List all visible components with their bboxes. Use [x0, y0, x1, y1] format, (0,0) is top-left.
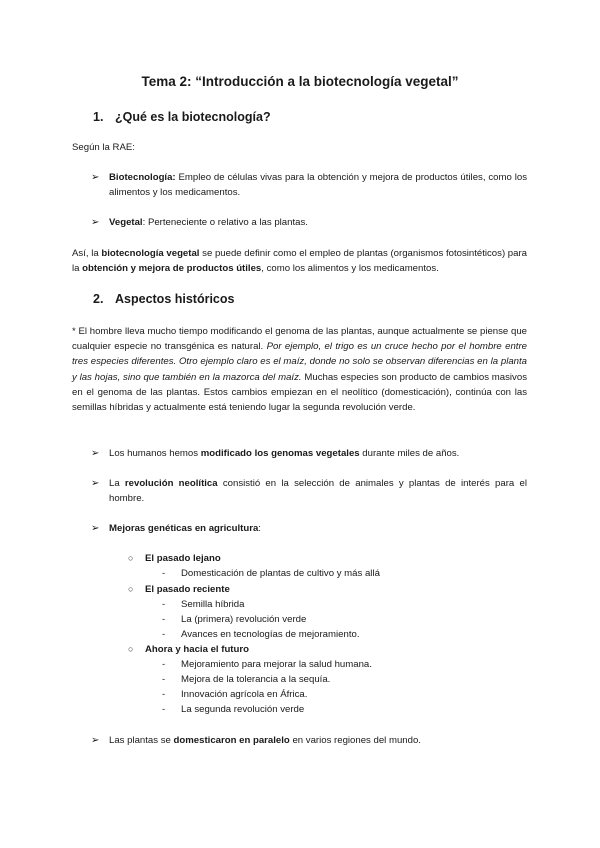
subitem-pasado-reciente: ○ El pasado reciente [128, 584, 230, 595]
list-item: - Avances en tecnologías de mejoramiento. [162, 629, 360, 640]
arrow-bullet-icon: ➢ [91, 172, 100, 183]
arrow-bullet-icon: ➢ [91, 735, 100, 746]
list-item: - La (primera) revolución verde [162, 614, 307, 625]
definition: Empleo de células vivas para la obtención y mejora de productos útiles, como los alimentos y los medicamentos. [109, 172, 527, 199]
arrow-bullet-icon: ➢ [91, 217, 100, 228]
paragraph-historia: * El hombre lleva mucho tiempo modificando el genoma de las plantas, aunque actualmente se piense que cualquier especie no transgénica es natural. Por ejemplo, el trigo es un cruce hecho por el hombre entre tres especies diferentes. Otro ejemplo claro es el maíz, donde no solo se observan diferencias en la planta y las hojas, sino que también en la mazorca del maíz. Muchas especies son producto de cambios masivos en el genoma de las plantas. Estos cambios empiezan en el neolítico (domesticación), continúa con las semillas híbridas y actualmente está teniendo lugar la segunda revolución verde. [72, 326, 527, 414]
section-heading-1 [93, 110, 271, 124]
subitem-ahora-futuro: ○ Ahora y hacia el futuro [128, 644, 249, 655]
definition: : Perteneciente o relativo a las plantas. [142, 217, 308, 228]
list-item: - Domesticación de plantas de cultivo y más allá [162, 568, 380, 579]
term: Vegetal [109, 217, 143, 228]
bullet-mejoras-geneticas: ➢ Mejoras genéticas en agricultura: [91, 521, 527, 536]
circle-bullet-icon: ○ [128, 584, 134, 594]
definition-vegetal [91, 215, 527, 230]
list-item: - Innovación agrícola en África. [162, 689, 308, 700]
section-number: 2. [93, 292, 104, 306]
list-item: - La segunda revolución verde [162, 704, 305, 715]
list-item: - Mejora de la tolerancia a la sequía. [162, 674, 331, 685]
section-heading-2 [93, 292, 234, 306]
term: Biotecnología: [109, 172, 176, 183]
arrow-bullet-icon: ➢ [91, 448, 100, 459]
section-number: 1. [93, 110, 104, 124]
document-title: Tema 2: “Introducción a la biotecnología vegetal” [141, 74, 459, 89]
bullet-genomas: ➢ Los humanos hemos modificado los genomas vegetales durante miles de años. [91, 446, 527, 461]
arrow-bullet-icon: ➢ [91, 478, 100, 489]
intro-text: Según la RAE: [72, 142, 135, 153]
section-title: ¿Qué es la biotecnología? [115, 110, 271, 124]
bullet-domesticacion-paralelo: ➢ Las plantas se domesticaron en paralelo en varios regiones del mundo. [91, 733, 527, 748]
list-item: - Mejoramiento para mejorar la salud humana. [162, 659, 372, 670]
circle-bullet-icon: ○ [128, 553, 134, 563]
circle-bullet-icon: ○ [128, 644, 134, 654]
bullet-revolucion-neolitica: ➢ La revolución neolítica consistió en la selección de animales y plantas de interés para el hombre. [91, 478, 527, 505]
subitem-pasado-lejano: ○ El pasado lejano [128, 553, 221, 564]
paragraph-definicion: Así, la biotecnología vegetal se puede definir como el empleo de plantas (organismos fotosintéticos) para la obtención y mejora de productos útiles, como los alimentos y los medicamentos. [72, 248, 528, 275]
arrow-bullet-icon: ➢ [91, 523, 100, 534]
section-title: Aspectos históricos [115, 292, 235, 306]
list-item: - Semilla híbrida [162, 599, 245, 610]
definition-biotecnologia [91, 170, 527, 200]
